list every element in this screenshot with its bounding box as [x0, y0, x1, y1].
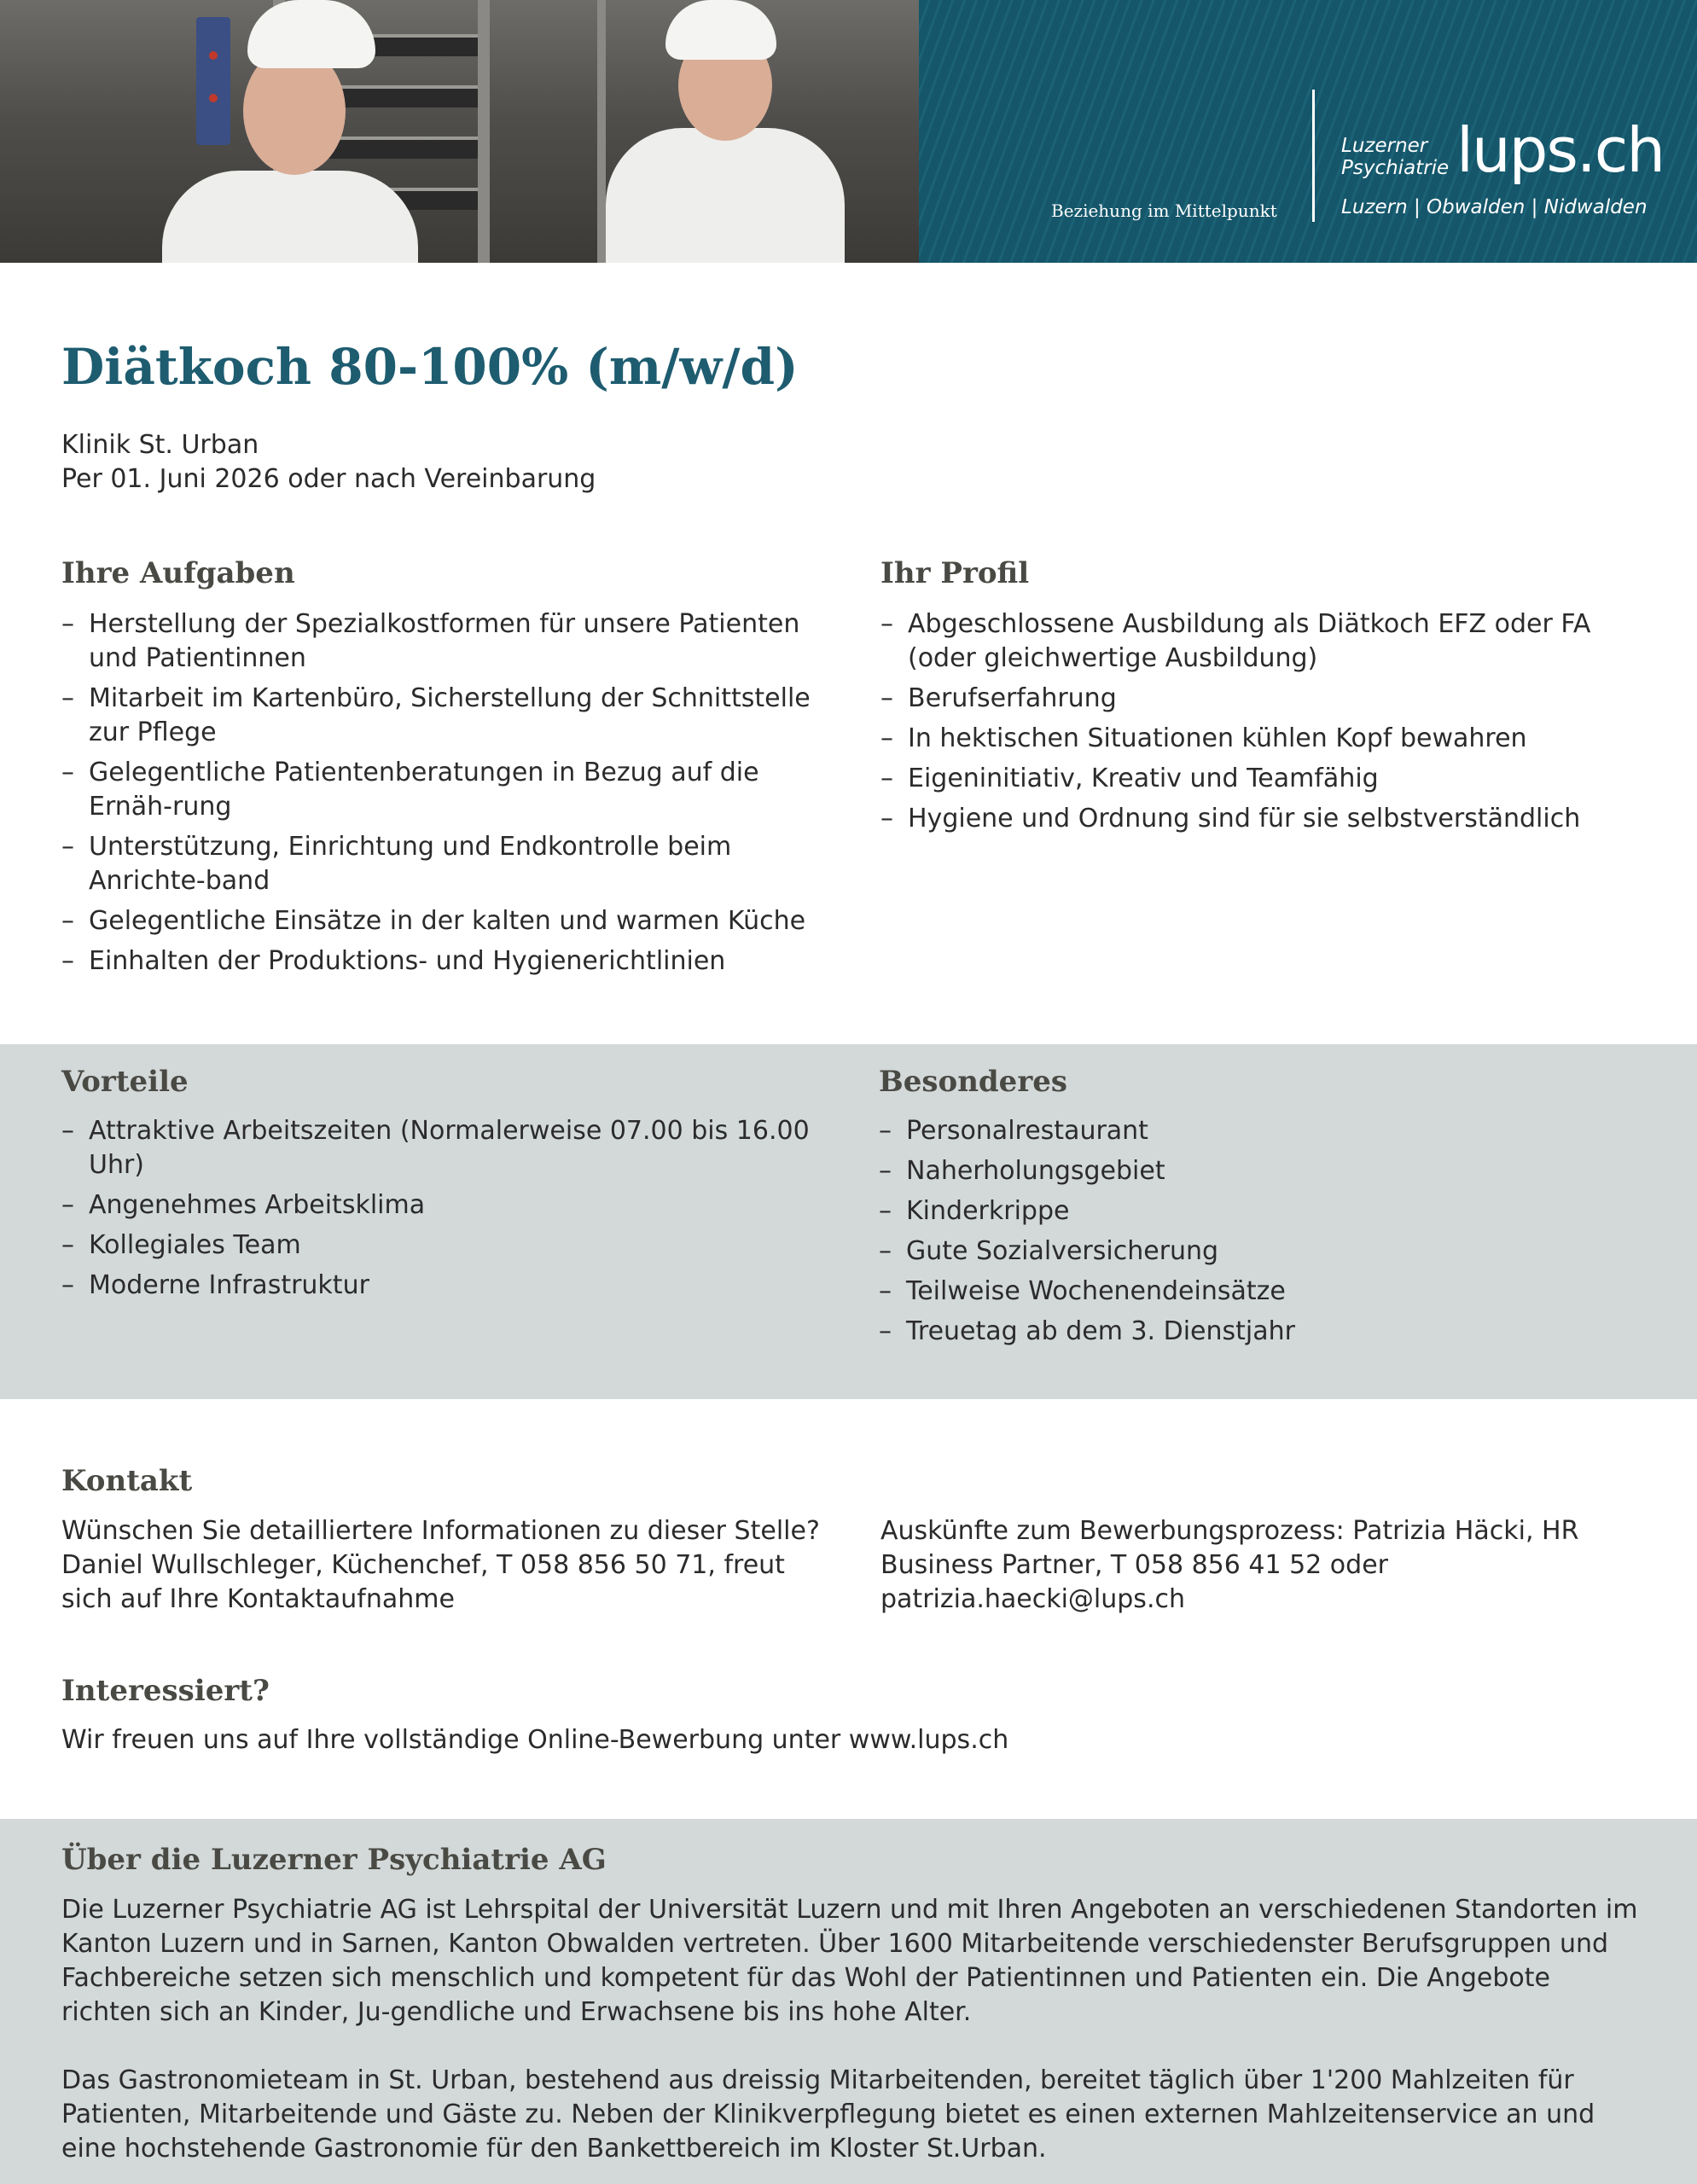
about-paragraph-2: Das Gastronomieteam in St. Urban, bestehend aus dreissig Mitarbeitenden, bereitet täglich über 1'200 Mahlzeiten für Patienten, Mitarbeitende und Gäste zu. Neben der Klinikverpflegung bietet es einen externen Mahlzeitenservice an und eine hochstehende Gastronomie für den Bankettbereich im Kloster St.Urban. — [61, 2065, 1595, 2164]
list-item: – Berufserfahrung — [880, 682, 1648, 716]
regions: Luzern | Obwalden | Nidwalden — [1341, 196, 1648, 218]
list-item: – Naherholungsgebiet — [879, 1154, 1647, 1188]
list-item: – Gute Sozialversicherung — [879, 1234, 1647, 1269]
list-item: – Einhalten der Produktions- und Hygienerichtlinien — [61, 944, 829, 979]
application-text: Wir freuen uns auf Ihre vollständige Online-Bewerbung unter www.lups.ch — [61, 1725, 1009, 1755]
divider-line — [1312, 90, 1315, 222]
list-item: – Eigeninitiativ, Kreativ und Teamfähig — [880, 762, 1648, 796]
brand-logo: lups.ch — [1456, 114, 1664, 186]
list-item: – Moderne Infrastruktur — [61, 1269, 812, 1303]
section-heading-besonderes: Besonderes — [879, 1065, 1067, 1099]
section-heading-about: Über die Luzerner Psychiatrie AG — [61, 1843, 607, 1877]
brand-band — [919, 0, 1697, 263]
list-item: – Angenehmes Arbeitsklima — [61, 1188, 812, 1223]
list-item: – Treuetag ab dem 3. Dienstjahr — [879, 1315, 1647, 1349]
section-heading-interessiert: Interessiert? — [61, 1674, 270, 1708]
list-item: – Abgeschlossene Ausbildung als Diätkoch EFZ oder FA (oder gleichwertige Ausbildung) — [880, 607, 1648, 676]
page-title: Diätkoch 80-100% (m/w/d) — [61, 338, 799, 396]
header-banner — [0, 0, 1697, 263]
list-item: – Teilweise Wochenendeinsätze — [879, 1275, 1647, 1309]
list-item: – Personalrestaurant — [879, 1114, 1647, 1148]
list-item: – Unterstützung, Einrichtung und Endkontrolle beim Anrichte-band — [61, 830, 829, 898]
list-item: – Herstellung der Spezialkostformen für unsere Patienten und Patientinnen — [61, 607, 829, 676]
section-heading-vorteile: Vorteile — [61, 1065, 189, 1099]
list-aufgaben — [61, 607, 829, 985]
list-item: – Mitarbeit im Kartenbüro, Sicherstellung der Schnittstelle zur Pflege — [61, 682, 829, 750]
job-location: Klinik St. Urban — [61, 430, 259, 460]
about-paragraph-1: Die Luzerner Psychiatrie AG ist Lehrspital der Universität Luzern und mit Ihren Angeboten an verschiedenen Standorten im Kanton Luzern und in Sarnen, Kanton Obwalden vertreten. Über 1600 Mitarbeitende verschiedenster Berufsgruppen und Fachbereiche setzen sich menschlich und kompetent für das Wohl der Patientinnen und Patienten ein. Die Angebote richten sich an Kinder, Ju-gendliche und Erwachsene bis ins hohe Alter. — [61, 1895, 1638, 2027]
list-item: – Gelegentliche Einsätze in der kalten und warmen Küche — [61, 904, 829, 938]
section-heading-profil: Ihr Profil — [880, 556, 1030, 590]
job-start-date: Per 01. Juni 2026 oder nach Vereinbarung — [61, 464, 596, 494]
section-heading-aufgaben: Ihre Aufgaben — [61, 556, 295, 590]
contact-kitchen: Wünschen Sie detailliertere Informationen zu dieser Stelle? Daniel Wullschleger, Küchenchef, T 058 856 50 71, freut sich auf Ihre Kontaktaufnahme — [61, 1516, 820, 1614]
contact-hr: Auskünfte zum Bewerbungsprozess: Patrizia Häcki, HR Business Partner, T 058 856 41 52 oder patrizia.haecki@lups.ch — [880, 1516, 1579, 1614]
list-item: – Attraktive Arbeitszeiten (Normalerweise 07.00 bis 16.00 Uhr) — [61, 1114, 812, 1182]
list-item: – Kollegiales Team — [61, 1228, 812, 1263]
list-item: – In hektischen Situationen kühlen Kopf bewahren — [880, 722, 1648, 756]
list-vorteile — [61, 1114, 812, 1309]
organization-name: Luzerner Psychiatrie — [1341, 135, 1450, 179]
motto: Beziehung im Mittelpunkt — [1051, 200, 1277, 221]
list-profil — [880, 607, 1648, 842]
list-item: – Hygiene und Ordnung sind für sie selbstverständlich — [880, 802, 1648, 836]
list-item: – Kinderkrippe — [879, 1194, 1647, 1228]
kitchen-staff-photo — [0, 0, 919, 263]
list-item: – Gelegentliche Patientenberatungen in Bezug auf die Ernäh-rung — [61, 756, 829, 824]
section-heading-kontakt: Kontakt — [61, 1464, 193, 1498]
list-besonderes — [879, 1114, 1647, 1355]
